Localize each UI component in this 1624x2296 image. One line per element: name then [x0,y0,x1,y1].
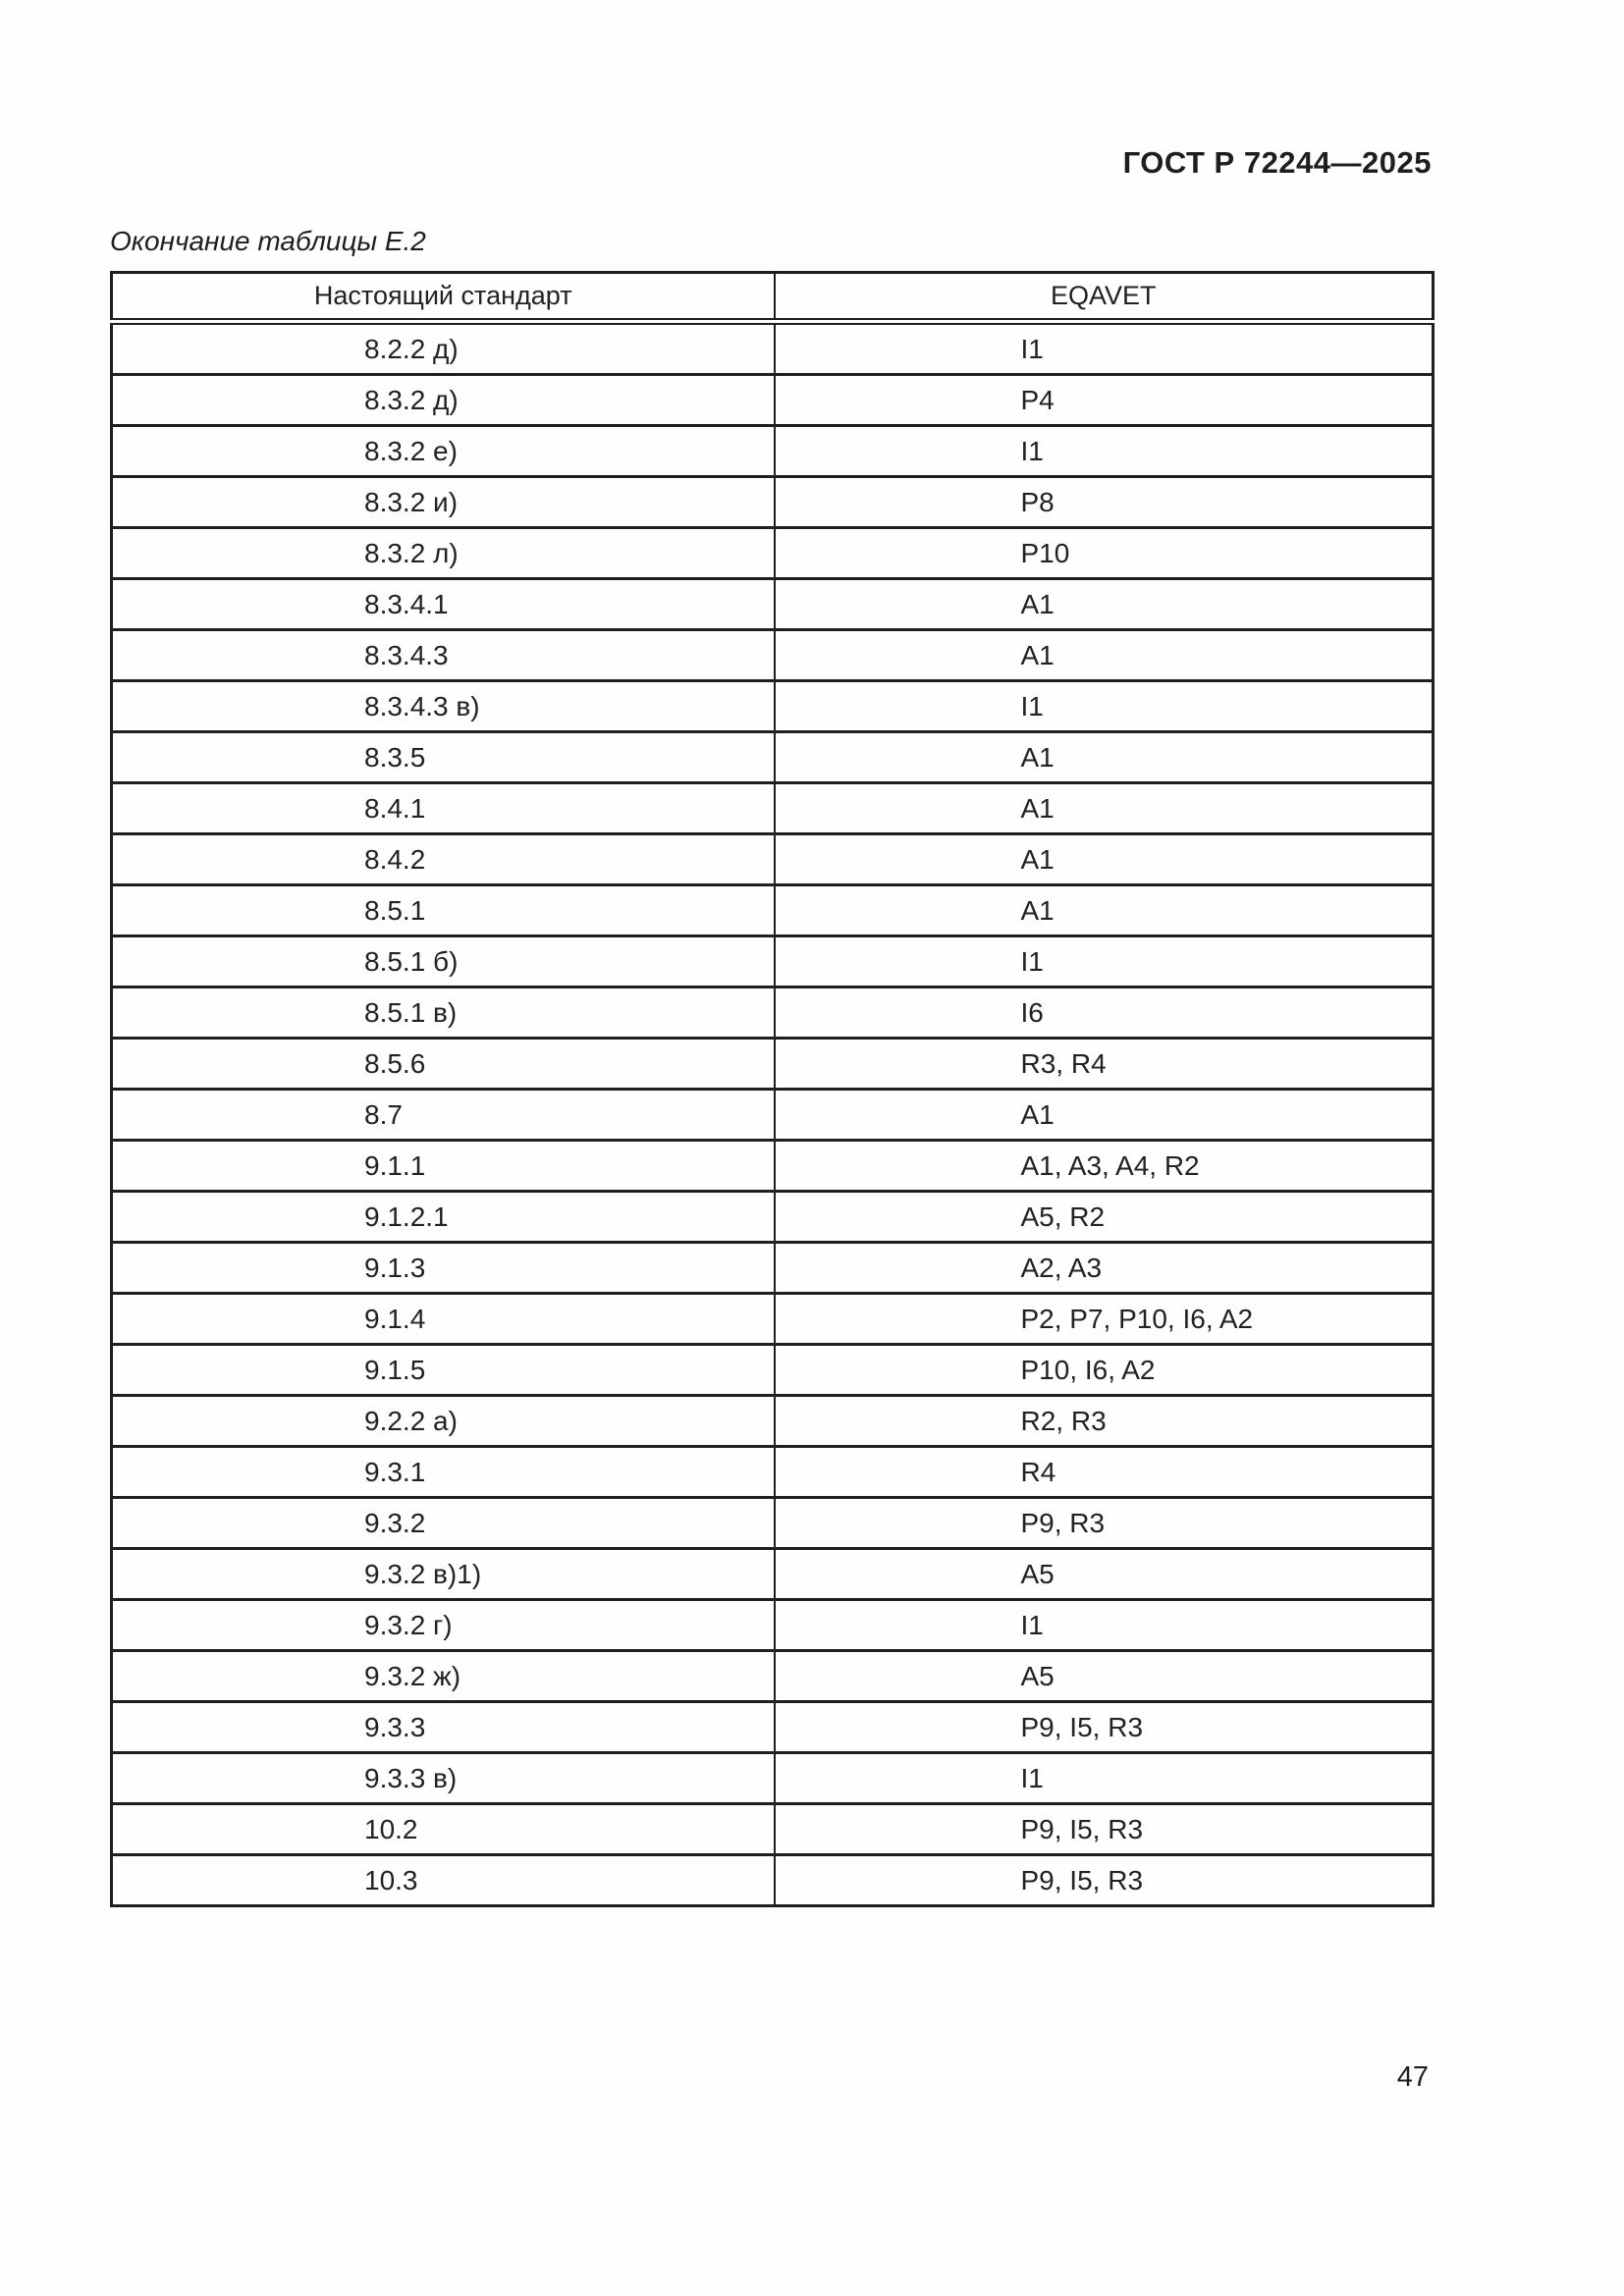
standard-cell: 8.5.1 б) [112,936,775,988]
eqavet-cell: A1 [775,579,1434,630]
eqavet-cell: R2, R3 [775,1396,1434,1447]
table-row [112,1192,1434,1243]
document-header: ГОСТ Р 72244—2025 [1122,145,1432,180]
eqavet-cell: P4 [775,375,1434,426]
standard-cell: 9.3.2 [112,1498,775,1549]
eqavet-cell: P8 [775,477,1434,528]
standard-cell: 8.3.4.1 [112,579,775,630]
standard-cell: 8.5.6 [112,1039,775,1090]
table-row [112,885,1434,936]
eqavet-cell: P9, I5, R3 [775,1855,1434,1906]
page-number: 47 [1396,2061,1429,2093]
table-row [112,1651,1434,1702]
eqavet-cell: P9, R3 [775,1498,1434,1549]
standard-cell: 9.1.4 [112,1294,775,1345]
table-row [112,1243,1434,1294]
table-row [112,477,1434,528]
column-header-eqavet: EQAVET [775,273,1434,322]
standard-cell: 9.3.1 [112,1447,775,1498]
standard-cell: 8.3.2 л) [112,528,775,579]
table-row [112,1600,1434,1651]
table-row [112,1549,1434,1600]
standard-cell: 8.3.2 д) [112,375,775,426]
table-row [112,1498,1434,1549]
standard-cell: 8.3.4.3 в) [112,681,775,732]
eqavet-cell: I1 [775,426,1434,477]
table-row [112,1447,1434,1498]
correspondence-table [110,271,1435,1907]
eqavet-cell: A1 [775,783,1434,834]
standard-cell: 8.4.1 [112,783,775,834]
table-row [112,375,1434,426]
eqavet-cell: A1 [775,834,1434,885]
eqavet-cell: A5 [775,1651,1434,1702]
standard-cell: 9.3.3 в) [112,1753,775,1804]
standard-cell: 8.3.4.3 [112,630,775,681]
table-row [112,1855,1434,1906]
eqavet-cell: A2, A3 [775,1243,1434,1294]
table-row [112,426,1434,477]
standard-cell: 9.3.2 в)1) [112,1549,775,1600]
eqavet-cell: P10 [775,528,1434,579]
standard-cell: 10.2 [112,1804,775,1855]
table-row [112,1294,1434,1345]
standard-cell: 9.1.1 [112,1141,775,1192]
standard-cell: 8.2.2 д) [112,322,775,375]
table-row [112,1345,1434,1396]
table-row [112,732,1434,783]
eqavet-cell: A5 [775,1549,1434,1600]
standard-cell: 8.3.2 и) [112,477,775,528]
eqavet-cell: A1 [775,732,1434,783]
table-row [112,1090,1434,1141]
table-row [112,1702,1434,1753]
standard-cell: 9.3.3 [112,1702,775,1753]
eqavet-cell: I1 [775,936,1434,988]
eqavet-cell: I1 [775,1600,1434,1651]
eqavet-cell: A1 [775,885,1434,936]
table-row [112,834,1434,885]
eqavet-cell: I6 [775,988,1434,1039]
standard-cell: 10.3 [112,1855,775,1906]
eqavet-cell: R4 [775,1447,1434,1498]
table-row [112,1804,1434,1855]
eqavet-cell: A1, A3, A4, R2 [775,1141,1434,1192]
standard-cell: 8.5.1 в) [112,988,775,1039]
standard-cell: 8.4.2 [112,834,775,885]
table-row [112,528,1434,579]
eqavet-cell: I1 [775,1753,1434,1804]
eqavet-cell: P2, P7, P10, I6, A2 [775,1294,1434,1345]
table-row [112,322,1434,375]
standard-cell: 9.2.2 а) [112,1396,775,1447]
table-body [112,322,1434,1906]
eqavet-cell: P9, I5, R3 [775,1804,1434,1855]
table-row [112,579,1434,630]
eqavet-cell: I1 [775,322,1434,375]
standard-cell: 8.3.2 е) [112,426,775,477]
standard-cell: 9.3.2 г) [112,1600,775,1651]
table-row [112,936,1434,988]
standard-cell: 9.1.2.1 [112,1192,775,1243]
standard-cell: 9.1.3 [112,1243,775,1294]
table-caption: Окончание таблицы Е.2 [110,226,426,256]
table-row [112,1753,1434,1804]
table-row [112,1396,1434,1447]
eqavet-cell: I1 [775,681,1434,732]
standard-cell: 8.7 [112,1090,775,1141]
eqavet-cell: P9, I5, R3 [775,1702,1434,1753]
standard-cell: 9.3.2 ж) [112,1651,775,1702]
eqavet-cell: A1 [775,1090,1434,1141]
table-header-row [112,273,1434,322]
table-row [112,783,1434,834]
eqavet-cell: A5, R2 [775,1192,1434,1243]
table-row [112,1141,1434,1192]
eqavet-cell: A1 [775,630,1434,681]
table-row [112,1039,1434,1090]
table-row [112,988,1434,1039]
eqavet-cell: P10, I6, A2 [775,1345,1434,1396]
standard-cell: 8.5.1 [112,885,775,936]
table-row [112,681,1434,732]
column-header-standard: Настоящий стандарт [112,273,775,322]
standard-cell: 8.3.5 [112,732,775,783]
eqavet-cell: R3, R4 [775,1039,1434,1090]
standard-cell: 9.1.5 [112,1345,775,1396]
table-row [112,630,1434,681]
